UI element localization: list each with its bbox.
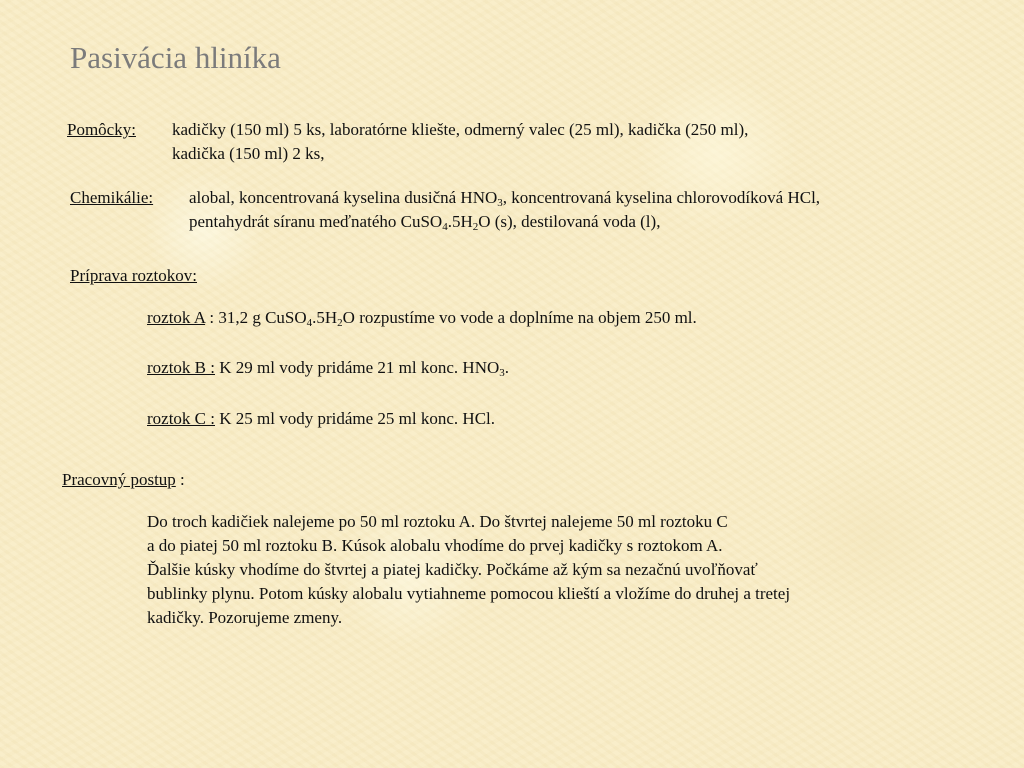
postup-heading: Pracovný postup : xyxy=(62,470,185,489)
postup-label: Pracovný postup xyxy=(62,470,176,489)
priprava-label: Príprava roztokov: xyxy=(70,266,197,285)
roztok-a-label: roztok A xyxy=(147,308,206,327)
postup-line-3: Ďalšie kúsky vhodíme do štvrtej a piatej kadičky. Počkáme až kým sa nezačnú uvoľňovať xyxy=(147,560,758,579)
postup-line-2: a do piatej 50 ml roztoku B. Kúsok alobalu vhodíme do prvej kadičky s roztokom A. xyxy=(147,536,723,555)
chemikalie-line-1: alobal, koncentrovaná kyselina dusičná $HNO_3$, koncentrovaná kyselina chlorovodíková HCl, xyxy=(189,188,821,209)
pomocky-label: Pomôcky: xyxy=(67,120,136,139)
roztok-b-label: roztok B : xyxy=(147,358,215,377)
roztok-a-line: roztok A : 31,2 g $CuSO_4.5H_2O$ rozpustíme vo vode a doplníme na objem 250 ml. xyxy=(147,308,697,329)
postup-line-1: Do troch kadičiek nalejeme po 50 ml roztoku A. Do štvrtej nalejeme 50 ml roztoku C xyxy=(147,512,728,531)
chemikalie-line-2: pentahydrát síranu meďnatého $CuSO_4.5H_2O$ (s), destilovaná voda (l), xyxy=(189,212,661,233)
roztok-c-label: roztok C : xyxy=(147,409,215,428)
pomocky-line-2: kadička (150 ml) 2 ks, xyxy=(172,144,325,163)
roztok-c-line: roztok C : K 25 ml vody pridáme 25 ml konc. HCl. xyxy=(147,409,496,428)
roztok-b-line: roztok B : K 29 ml vody pridáme 21 ml konc. $HNO_3$. xyxy=(147,358,509,379)
page-title: Pasivácia hliníka xyxy=(70,40,281,75)
postup-line-4: bublinky plynu. Potom kúsky alobalu vytiahneme pomocou klieští a vložíme do druhej a tretej xyxy=(147,584,791,603)
chemikalie-label: Chemikálie: xyxy=(70,188,154,207)
postup-line-5: kadičky. Pozorujeme zmeny. xyxy=(147,608,343,627)
pomocky-line-1: kadičky (150 ml) 5 ks, laboratórne kliešte, odmerný valec (25 ml), kadička (250 ml), xyxy=(172,120,749,139)
